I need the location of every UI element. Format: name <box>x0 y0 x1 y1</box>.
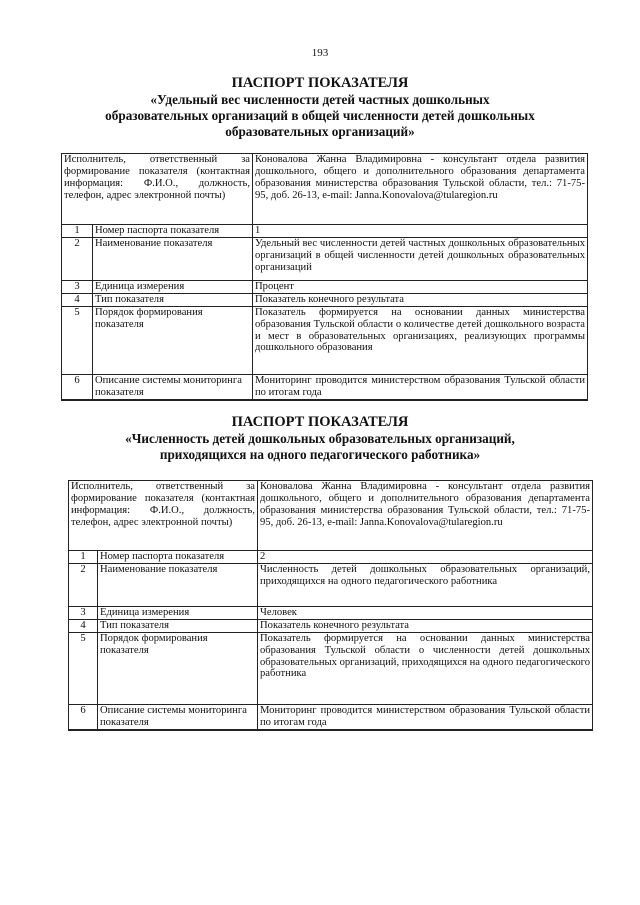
executor-label: Исполнитель, ответственный за формирование показателя (контактная информация: Ф.И.О., должность, телефон, адрес электронной почты) <box>69 481 258 551</box>
table-row <box>69 632 593 704</box>
table-row <box>69 619 593 632</box>
passport-1-heading: ПАСПОРТ ПОКАЗАТЕЛЯ <box>231 75 409 91</box>
row-value: 1 <box>253 225 588 238</box>
table-row <box>62 225 588 238</box>
row-label: Единица измерения <box>93 280 253 293</box>
executor-value: Коновалова Жанна Владимировна - консультант отдела развития дошкольного, общего и дополнительного образования департамента образования министерства образования Тульской области, тел.: 71-75-95, доб. 26-13, e-mail: Janna.Konovalova@tularegion.ru <box>258 481 593 551</box>
row-label: Номер паспорта показателя <box>98 551 258 564</box>
table-row <box>62 374 588 400</box>
row-value: Показатель конечного результата <box>253 293 588 306</box>
table-row <box>69 606 593 619</box>
passport-1-title-line: образовательных организаций» <box>225 124 415 139</box>
row-label: Номер паспорта показателя <box>93 225 253 238</box>
passport-2-title <box>40 414 600 463</box>
passport-1-title-line: образовательных организаций в общей численности детей дошкольных <box>105 108 535 123</box>
row-label: Тип показателя <box>98 619 258 632</box>
executor-value: Коновалова Жанна Владимировна - консультант отдела развития дошкольного, общего и дополнительного образования департамента образования министерства образования Тульской области, тел.: 71-75-95, доб. 26-13, e-mail: Janna.Konovalova@tularegion.ru <box>253 154 588 225</box>
row-number: 2 <box>69 563 98 606</box>
row-value: Показатель формируется на основании данных министерства образования Тульской области о количестве детей дошкольного возраста и мест в образовательных организациях, реализующих программы дошкольного образования <box>253 306 588 374</box>
passport-1-title-line: «Удельный вес численности детей частных дошкольных <box>150 92 490 107</box>
row-number: 4 <box>69 619 98 632</box>
row-number: 2 <box>62 237 93 280</box>
row-value: Удельный вес численности детей частных дошкольных образовательных организаций в общей численности детей дошкольных образовательных организаций <box>253 237 588 280</box>
row-number: 6 <box>69 704 98 730</box>
row-number: 1 <box>62 225 93 238</box>
row-label: Описание системы мониторинга показателя <box>98 704 258 730</box>
table-row <box>62 237 588 280</box>
table-row <box>62 293 588 306</box>
passport-1-table <box>61 153 588 401</box>
row-number: 1 <box>69 551 98 564</box>
row-number: 3 <box>62 280 93 293</box>
page-number: 193 <box>311 47 329 59</box>
table-row <box>69 481 593 551</box>
row-value: Показатель конечного результата <box>258 619 593 632</box>
row-value: Человек <box>258 606 593 619</box>
row-value: Мониторинг проводится министерством образования Тульской области по итогам года <box>258 704 593 730</box>
passport-1-title <box>40 75 600 140</box>
row-number: 5 <box>69 632 98 704</box>
row-number: 5 <box>62 306 93 374</box>
table-row <box>69 563 593 606</box>
row-number: 3 <box>69 606 98 619</box>
executor-label: Исполнитель, ответственный за формирование показателя (контактная информация: Ф.И.О., должность, телефон, адрес электронной почты) <box>62 154 253 225</box>
row-number: 4 <box>62 293 93 306</box>
table-row <box>69 551 593 564</box>
table-row <box>69 704 593 730</box>
row-value: Показатель формируется на основании данных министерства образования Тульской области о численности детей дошкольных образовательных организаций, приходящихся на одного педагогического работника <box>258 632 593 704</box>
row-label: Порядок формирования показателя <box>93 306 253 374</box>
row-label: Описание системы мониторинга показателя <box>93 374 253 400</box>
passport-2-table <box>68 480 593 731</box>
table-row <box>62 280 588 293</box>
row-value: Численность детей дошкольных образовательных организаций, приходящихся на одного педагогического работника <box>258 563 593 606</box>
row-value: Мониторинг проводится министерством образования Тульской области по итогам года <box>253 374 588 400</box>
row-value: 2 <box>258 551 593 564</box>
row-number: 6 <box>62 374 93 400</box>
passport-2-title-line: приходящихся на одного педагогического работника» <box>159 447 481 462</box>
table-row <box>62 154 588 225</box>
passport-2-heading: ПАСПОРТ ПОКАЗАТЕЛЯ <box>231 414 409 430</box>
row-label: Единица измерения <box>98 606 258 619</box>
row-label: Тип показателя <box>93 293 253 306</box>
row-label: Порядок формирования показателя <box>98 632 258 704</box>
row-label: Наименование показателя <box>98 563 258 606</box>
passport-2-title-line: «Численность детей дошкольных образовательных организаций, <box>125 431 515 446</box>
row-value: Процент <box>253 280 588 293</box>
table-row <box>62 306 588 374</box>
row-label: Наименование показателя <box>93 237 253 280</box>
